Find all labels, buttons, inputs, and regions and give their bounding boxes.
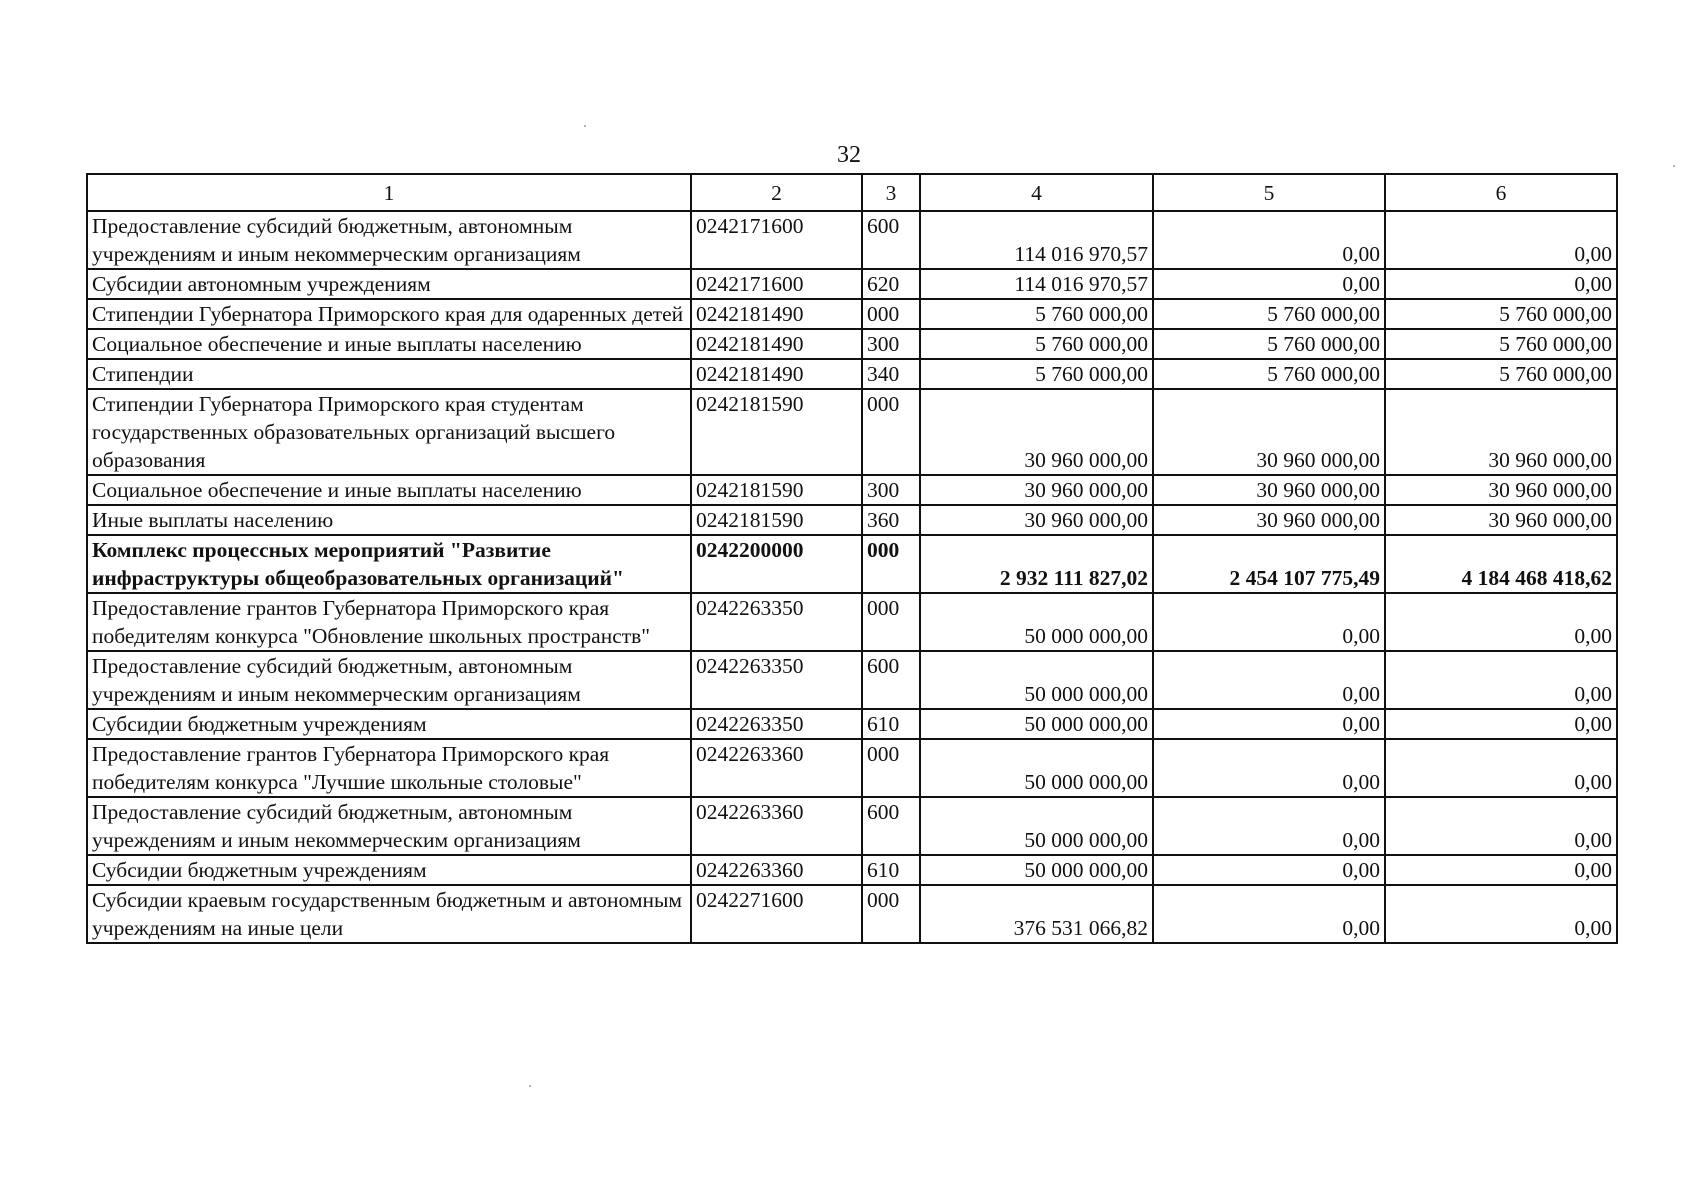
table-row xyxy=(87,269,1617,299)
row-amount-col6-cell: 0,00 xyxy=(1385,269,1617,299)
row-amount-col6-cell: 0,00 xyxy=(1385,593,1617,651)
row-amount-col4-cell: 50 000 000,00 xyxy=(920,797,1153,855)
row-name-cell: Социальное обеспечение и иные выплаты населению xyxy=(87,475,691,505)
row-amount-col4-cell: 50 000 000,00 xyxy=(920,709,1153,739)
row-expense-type-cell: 000 xyxy=(862,299,920,329)
table-row xyxy=(87,709,1617,739)
column-header: 1 xyxy=(87,174,691,211)
row-expense-type-cell: 600 xyxy=(862,211,920,269)
row-amount-col6-cell: 0,00 xyxy=(1385,739,1617,797)
row-amount-col6-cell: 0,00 xyxy=(1385,885,1617,943)
row-name-cell: Субсидии бюджетным учреждениям xyxy=(87,709,691,739)
column-header: 5 xyxy=(1153,174,1385,211)
row-amount-col4-cell: 50 000 000,00 xyxy=(920,593,1153,651)
row-name-cell: Предоставление грантов Губернатора Приморского края победителям конкурса "Обновление школьных пространств" xyxy=(87,593,691,651)
table-body xyxy=(87,211,1617,943)
row-amount-col5-cell: 0,00 xyxy=(1153,885,1385,943)
table-row xyxy=(87,885,1617,943)
row-amount-col5-cell: 2 454 107 775,49 xyxy=(1153,535,1385,593)
row-amount-col4-cell: 2 932 111 827,02 xyxy=(920,535,1153,593)
row-amount-col4-cell: 30 960 000,00 xyxy=(920,505,1153,535)
scan-speck xyxy=(1673,165,1675,167)
row-code-cell: 0242181590 xyxy=(691,475,862,505)
row-amount-col4-cell: 30 960 000,00 xyxy=(920,389,1153,475)
row-amount-col5-cell: 5 760 000,00 xyxy=(1153,359,1385,389)
row-amount-col6-cell: 30 960 000,00 xyxy=(1385,505,1617,535)
row-expense-type-cell: 300 xyxy=(862,475,920,505)
row-name-cell: Предоставление субсидий бюджетным, автономным учреждениям и иным некоммерческим организациям xyxy=(87,797,691,855)
table-row xyxy=(87,593,1617,651)
row-expense-type-cell: 300 xyxy=(862,329,920,359)
row-name-cell: Стипендии Губернатора Приморского края студентам государственных образовательных организаций высшего образования xyxy=(87,389,691,475)
row-expense-type-cell: 610 xyxy=(862,709,920,739)
row-amount-col5-cell: 0,00 xyxy=(1153,593,1385,651)
row-code-cell: 0242181490 xyxy=(691,329,862,359)
row-amount-col5-cell: 30 960 000,00 xyxy=(1153,505,1385,535)
row-name-cell: Иные выплаты населению xyxy=(87,505,691,535)
scan-speck xyxy=(584,125,586,127)
row-amount-col4-cell: 50 000 000,00 xyxy=(920,739,1153,797)
row-name-cell: Социальное обеспечение и иные выплаты населению xyxy=(87,329,691,359)
row-amount-col6-cell: 5 760 000,00 xyxy=(1385,329,1617,359)
table-row xyxy=(87,739,1617,797)
table-row xyxy=(87,855,1617,885)
row-name-cell: Стипендии Губернатора Приморского края для одаренных детей xyxy=(87,299,691,329)
row-name-cell: Предоставление грантов Губернатора Приморского края победителям конкурса "Лучшие школьные столовые" xyxy=(87,739,691,797)
row-code-cell: 0242271600 xyxy=(691,885,862,943)
budget-table xyxy=(86,173,1618,944)
row-expense-type-cell: 610 xyxy=(862,855,920,885)
row-expense-type-cell: 000 xyxy=(862,389,920,475)
column-header: 2 xyxy=(691,174,862,211)
row-code-cell: 0242171600 xyxy=(691,211,862,269)
row-code-cell: 0242200000 xyxy=(691,535,862,593)
row-amount-col6-cell: 0,00 xyxy=(1385,855,1617,885)
row-amount-col4-cell: 5 760 000,00 xyxy=(920,299,1153,329)
row-amount-col5-cell: 30 960 000,00 xyxy=(1153,389,1385,475)
row-amount-col6-cell: 4 184 468 418,62 xyxy=(1385,535,1617,593)
row-name-cell: Стипендии xyxy=(87,359,691,389)
row-amount-col5-cell: 0,00 xyxy=(1153,651,1385,709)
row-amount-col5-cell: 0,00 xyxy=(1153,211,1385,269)
table-row xyxy=(87,651,1617,709)
row-expense-type-cell: 360 xyxy=(862,505,920,535)
table-row xyxy=(87,535,1617,593)
row-code-cell: 0242181490 xyxy=(691,299,862,329)
table-row xyxy=(87,389,1617,475)
row-amount-col5-cell: 5 760 000,00 xyxy=(1153,299,1385,329)
row-name-cell: Субсидии автономным учреждениям xyxy=(87,269,691,299)
row-expense-type-cell: 340 xyxy=(862,359,920,389)
row-code-cell: 0242181590 xyxy=(691,389,862,475)
row-name-cell: Комплекс процессных мероприятий "Развитие инфраструктуры общеобразовательных организаций" xyxy=(87,535,691,593)
row-amount-col6-cell: 0,00 xyxy=(1385,709,1617,739)
table-row xyxy=(87,359,1617,389)
row-amount-col5-cell: 5 760 000,00 xyxy=(1153,329,1385,359)
row-amount-col6-cell: 0,00 xyxy=(1385,797,1617,855)
row-amount-col4-cell: 114 016 970,57 xyxy=(920,269,1153,299)
column-header: 6 xyxy=(1385,174,1617,211)
row-amount-col4-cell: 30 960 000,00 xyxy=(920,475,1153,505)
table-row xyxy=(87,797,1617,855)
row-amount-col6-cell: 5 760 000,00 xyxy=(1385,359,1617,389)
table-row xyxy=(87,329,1617,359)
row-name-cell: Субсидии краевым государственным бюджетным и автономным учреждениям на иные цели xyxy=(87,885,691,943)
row-name-cell: Субсидии бюджетным учреждениям xyxy=(87,855,691,885)
row-code-cell: 0242181490 xyxy=(691,359,862,389)
row-name-cell: Предоставление субсидий бюджетным, автономным учреждениям и иным некоммерческим организациям xyxy=(87,651,691,709)
column-header: 3 xyxy=(862,174,920,211)
scan-speck xyxy=(529,1085,531,1087)
column-header: 4 xyxy=(920,174,1153,211)
row-amount-col5-cell: 0,00 xyxy=(1153,797,1385,855)
table-row xyxy=(87,475,1617,505)
row-amount-col6-cell: 30 960 000,00 xyxy=(1385,475,1617,505)
row-expense-type-cell: 000 xyxy=(862,535,920,593)
row-amount-col6-cell: 30 960 000,00 xyxy=(1385,389,1617,475)
row-amount-col4-cell: 376 531 066,82 xyxy=(920,885,1153,943)
row-code-cell: 0242263350 xyxy=(691,593,862,651)
row-code-cell: 0242263360 xyxy=(691,797,862,855)
row-code-cell: 0242181590 xyxy=(691,505,862,535)
row-expense-type-cell: 000 xyxy=(862,885,920,943)
row-amount-col5-cell: 0,00 xyxy=(1153,739,1385,797)
table-row xyxy=(87,299,1617,329)
row-amount-col5-cell: 0,00 xyxy=(1153,269,1385,299)
row-code-cell: 0242263350 xyxy=(691,709,862,739)
row-amount-col5-cell: 0,00 xyxy=(1153,709,1385,739)
table-row xyxy=(87,505,1617,535)
page-number: 32 xyxy=(837,142,861,168)
row-expense-type-cell: 620 xyxy=(862,269,920,299)
row-amount-col5-cell: 30 960 000,00 xyxy=(1153,475,1385,505)
row-amount-col4-cell: 5 760 000,00 xyxy=(920,329,1153,359)
row-code-cell: 0242263360 xyxy=(691,739,862,797)
row-code-cell: 0242263350 xyxy=(691,651,862,709)
row-amount-col4-cell: 50 000 000,00 xyxy=(920,651,1153,709)
table-row xyxy=(87,211,1617,269)
row-expense-type-cell: 600 xyxy=(862,651,920,709)
row-amount-col6-cell: 0,00 xyxy=(1385,651,1617,709)
row-name-cell: Предоставление субсидий бюджетным, автономным учреждениям и иным некоммерческим организациям xyxy=(87,211,691,269)
row-amount-col4-cell: 50 000 000,00 xyxy=(920,855,1153,885)
row-amount-col6-cell: 5 760 000,00 xyxy=(1385,299,1617,329)
row-amount-col4-cell: 5 760 000,00 xyxy=(920,359,1153,389)
row-code-cell: 0242263360 xyxy=(691,855,862,885)
table-header-row xyxy=(87,174,1617,211)
row-amount-col4-cell: 114 016 970,57 xyxy=(920,211,1153,269)
row-amount-col6-cell: 0,00 xyxy=(1385,211,1617,269)
row-expense-type-cell: 000 xyxy=(862,739,920,797)
row-expense-type-cell: 000 xyxy=(862,593,920,651)
row-expense-type-cell: 600 xyxy=(862,797,920,855)
row-amount-col5-cell: 0,00 xyxy=(1153,855,1385,885)
row-code-cell: 0242171600 xyxy=(691,269,862,299)
